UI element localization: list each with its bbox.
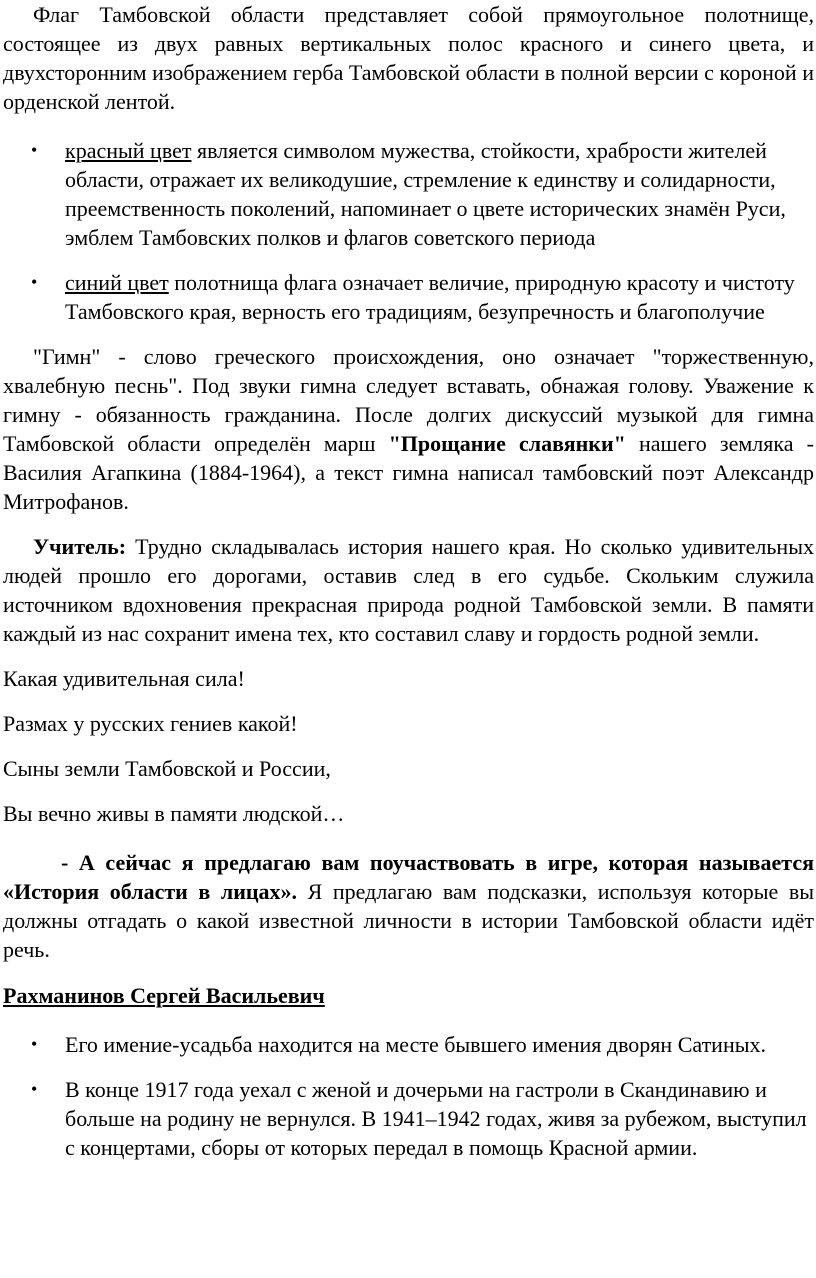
person-name-heading: Рахманинов Сергей Васильевич bbox=[3, 983, 325, 1008]
list-item bbox=[3, 1030, 814, 1059]
red-color-text: является символом мужества, стойкости, храбрости жителей области, отражает их великодушие, стремление к единству и солидарности, преемственность поколений, напоминает о цвете исторических знамён Руси, эмблем Тамбовских полков и флагов советского периода bbox=[65, 138, 786, 250]
anthem-paragraph bbox=[3, 342, 814, 516]
teacher-paragraph bbox=[3, 532, 814, 648]
game-paragraph bbox=[3, 848, 814, 964]
game-text: Я предлагаю вам подсказки, используя которые вы должны отгадать о какой известной личности в истории Тамбовской области идёт речь. bbox=[3, 879, 814, 962]
anthem-text-end: нашего земляка - Василия Агапкина (1884-1964), а текст гимна написал тамбовский поэт Александр Митрофанов. bbox=[3, 431, 814, 514]
blue-color-term: синий цвет bbox=[65, 270, 169, 295]
teacher-text: Трудно складывалась история нашего края. Но сколько удивительных людей прошло его дорогами, оставив след в его судьбе. Скольким служила источником вдохновения прекрасная природа родной Тамбовской земли. В памяти каждый из нас сохранит имена тех, кто составил славу и гордость родной земли. bbox=[3, 534, 814, 646]
flag-paragraph bbox=[3, 0, 814, 116]
flag-word: Флаг bbox=[33, 2, 80, 27]
bullet-icon: • bbox=[31, 272, 38, 292]
poem-line: Вы вечно живы в памяти людской… bbox=[3, 801, 345, 826]
poem-line: Сыны земли Тамбовской и России, bbox=[3, 756, 331, 781]
flag-colors-list bbox=[3, 136, 814, 326]
game-intro: - А сейчас я предлагаю вам поучаствовать в игре, которая называется «История области в лицах». bbox=[3, 850, 814, 904]
person-hints-list bbox=[3, 1030, 814, 1162]
list-item bbox=[3, 1075, 814, 1162]
blue-color-text: полотнища флага означает величие, природную красоту и чистоту Тамбовского края, верность его традициям, безупречность и благополучие bbox=[65, 270, 795, 324]
poem-line: Размах у русских гениев какой! bbox=[3, 711, 298, 736]
anthem-text-start: "Гимн" - слово греческого происхождения, оно означает "торжественную, хвалебную песнь". Под звуки гимна следует вставать, обнажая голову. Уважение к гимну - обязанность гражданина. После долгих дискуссий музыкой для гимна Тамбовской области определён марш bbox=[3, 344, 814, 456]
bullet-icon: • bbox=[31, 1034, 38, 1054]
hint-text: Его имение-усадьба находится на месте бывшего имения дворян Сатиных. bbox=[65, 1032, 767, 1057]
bullet-icon: • bbox=[31, 140, 38, 160]
hint-text: В конце 1917 года уехал с женой и дочерьми на гастроли в Скандинавию и больше на родину не вернулся. В 1941–1942 годах, живя за рубежом, выступил с концертами, сборы от которых передал в помощь Красной армии. bbox=[65, 1077, 807, 1160]
list-item bbox=[3, 268, 814, 326]
red-color-term: красный цвет bbox=[65, 138, 192, 163]
list-item bbox=[3, 136, 814, 252]
teacher-label: Учитель: bbox=[33, 534, 127, 559]
march-title: "Прощание славянки" bbox=[388, 431, 626, 456]
bullet-icon: • bbox=[31, 1079, 38, 1099]
poem-line: Какая удивительная сила! bbox=[3, 666, 245, 691]
flag-description: Тамбовской области представляет собой прямоугольное полотнище, состоящее из двух равных вертикальных полос красного и синего цвета, и двухсторонним изображением герба Тамбовской области в полной версии с короной и орденской лентой. bbox=[3, 2, 814, 114]
